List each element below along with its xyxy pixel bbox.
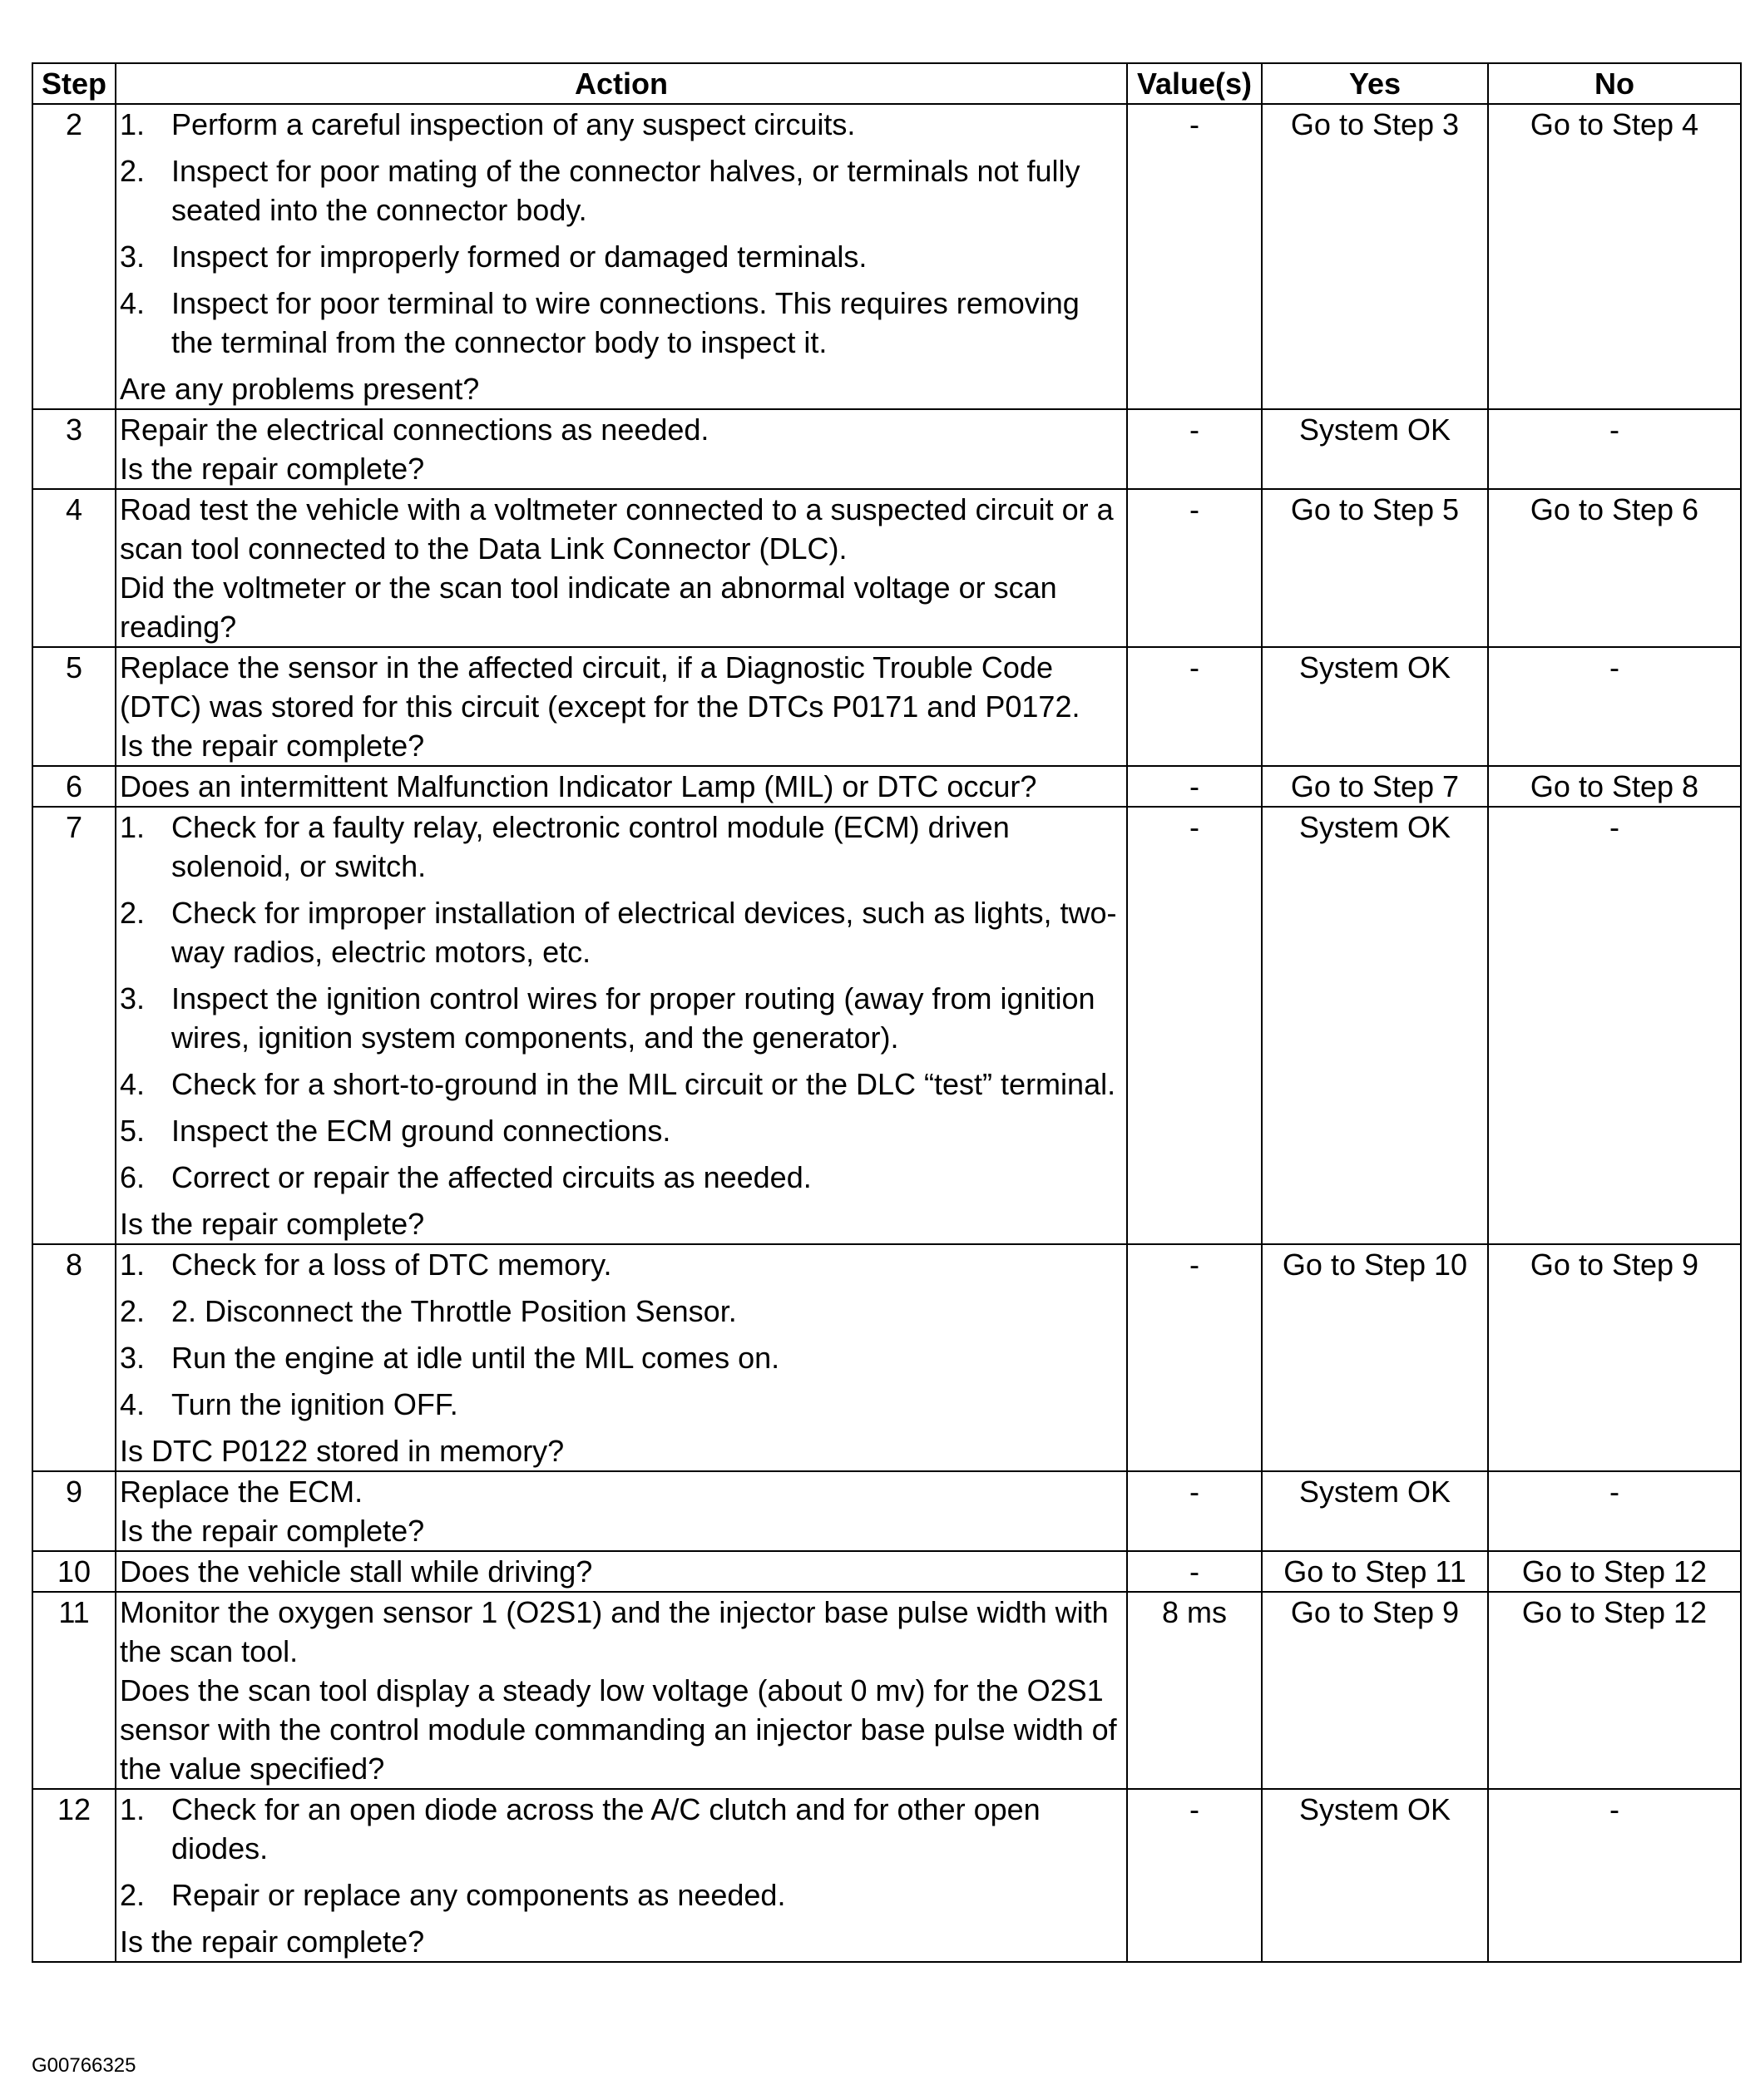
no-cell: Go to Step 4 bbox=[1488, 104, 1741, 409]
table-row bbox=[32, 766, 1741, 807]
action-step-text: Inspect the ignition control wires for proper routing (away from ignition wires, ignition system components, and the generator). bbox=[171, 981, 1095, 1055]
action-step-item bbox=[120, 893, 1123, 971]
yes-cell: System OK bbox=[1262, 1471, 1488, 1551]
step-number: 5 bbox=[32, 647, 116, 766]
action-step-text: Check for improper installation of electrical devices, such as lights, two-way radios, electric motors, etc. bbox=[171, 896, 1117, 969]
action-cell bbox=[116, 409, 1127, 489]
value-cell: 8 ms bbox=[1127, 1592, 1262, 1789]
action-step-text: Perform a careful inspection of any suspect circuits. bbox=[171, 107, 856, 141]
header-no: No bbox=[1488, 63, 1741, 104]
action-cell bbox=[116, 807, 1127, 1244]
action-cell bbox=[116, 1551, 1127, 1592]
step-number: 9 bbox=[32, 1471, 116, 1551]
table-row bbox=[32, 1592, 1741, 1789]
action-step-item bbox=[120, 1111, 1123, 1150]
yes-cell: Go to Step 9 bbox=[1262, 1592, 1488, 1789]
action-text: Did the voltmeter or the scan tool indicate an abnormal voltage or scan reading? bbox=[120, 571, 1057, 644]
yes-cell: System OK bbox=[1262, 807, 1488, 1244]
action-step-text: 2. Disconnect the Throttle Position Sensor. bbox=[171, 1294, 737, 1328]
value-cell: - bbox=[1127, 766, 1262, 807]
step-number: 3 bbox=[32, 409, 116, 489]
action-step-number: 1. bbox=[120, 1248, 146, 1282]
no-cell: Go to Step 8 bbox=[1488, 766, 1741, 807]
action-step-item bbox=[120, 1385, 1123, 1424]
action-step-text: Repair or replace any components as needed. bbox=[171, 1878, 786, 1912]
value-cell: - bbox=[1127, 104, 1262, 409]
action-step-number: 6. bbox=[120, 1160, 146, 1194]
action-step-item bbox=[120, 151, 1123, 230]
yes-cell: System OK bbox=[1262, 409, 1488, 489]
action-step-text: Inspect for poor terminal to wire connections. This requires removing the terminal from the connector body to inspect it. bbox=[171, 286, 1080, 359]
figure-id: G00766325 bbox=[32, 2054, 136, 2077]
no-cell: - bbox=[1488, 1471, 1741, 1551]
table-row bbox=[32, 1244, 1741, 1471]
action-step-text: Turn the ignition OFF. bbox=[171, 1387, 458, 1421]
action-text: Is DTC P0122 stored in memory? bbox=[120, 1434, 565, 1468]
action-step-number: 1. bbox=[120, 107, 146, 141]
value-cell: - bbox=[1127, 647, 1262, 766]
table-row bbox=[32, 1551, 1741, 1592]
action-step-item bbox=[120, 1065, 1123, 1104]
action-text: Does the vehicle stall while driving? bbox=[120, 1554, 593, 1589]
action-cell bbox=[116, 1471, 1127, 1551]
value-cell: - bbox=[1127, 1551, 1262, 1592]
table-row bbox=[32, 489, 1741, 647]
no-cell: - bbox=[1488, 647, 1741, 766]
yes-cell: Go to Step 10 bbox=[1262, 1244, 1488, 1471]
step-number: 10 bbox=[32, 1551, 116, 1592]
yes-cell: Go to Step 7 bbox=[1262, 766, 1488, 807]
step-number: 12 bbox=[32, 1789, 116, 1962]
table-row bbox=[32, 807, 1741, 1244]
action-step-number: 2. bbox=[120, 1294, 146, 1328]
action-step-number: 2. bbox=[120, 1878, 146, 1912]
action-step-number: 4. bbox=[120, 1067, 146, 1101]
action-cell bbox=[116, 104, 1127, 409]
action-step-text: Check for an open diode across the A/C clutch and for other open diodes. bbox=[171, 1792, 1041, 1865]
table-row bbox=[32, 1471, 1741, 1551]
step-number: 7 bbox=[32, 807, 116, 1244]
action-step-item bbox=[120, 1245, 1123, 1284]
step-number: 4 bbox=[32, 489, 116, 647]
action-step-text: Run the engine at idle until the MIL comes on. bbox=[171, 1341, 780, 1375]
action-text: Road test the vehicle with a voltmeter connected to a suspected circuit or a scan tool connected to the Data Link Connector (DLC). bbox=[120, 492, 1114, 566]
value-cell: - bbox=[1127, 807, 1262, 1244]
action-step-text: Check for a short-to-ground in the MIL circuit or the DLC “test” terminal. bbox=[171, 1067, 1116, 1101]
no-cell: Go to Step 6 bbox=[1488, 489, 1741, 647]
action-step-number: 4. bbox=[120, 1387, 146, 1421]
header-values: Value(s) bbox=[1127, 63, 1262, 104]
yes-cell: System OK bbox=[1262, 647, 1488, 766]
action-text: Is the repair complete? bbox=[120, 1207, 425, 1241]
value-cell: - bbox=[1127, 1789, 1262, 1962]
action-cell bbox=[116, 647, 1127, 766]
action-step-number: 3. bbox=[120, 240, 146, 274]
header-yes: Yes bbox=[1262, 63, 1488, 104]
action-step-number: 2. bbox=[120, 154, 146, 188]
table-row bbox=[32, 647, 1741, 766]
header-action: Action bbox=[116, 63, 1127, 104]
action-text: Does an intermittent Malfunction Indicator Lamp (MIL) or DTC occur? bbox=[120, 769, 1037, 803]
action-step-item bbox=[120, 284, 1123, 362]
value-cell: - bbox=[1127, 489, 1262, 647]
value-cell: - bbox=[1127, 409, 1262, 489]
action-text: Monitor the oxygen sensor 1 (O2S1) and the injector base pulse width with the scan tool. bbox=[120, 1595, 1109, 1668]
action-step-item bbox=[120, 1790, 1123, 1868]
action-step-text: Check for a faulty relay, electronic control module (ECM) driven solenoid, or switch. bbox=[171, 810, 1010, 883]
action-step-text: Inspect for poor mating of the connector halves, or terminals not fully seated into the connector body. bbox=[171, 154, 1080, 227]
no-cell: - bbox=[1488, 807, 1741, 1244]
no-cell: Go to Step 12 bbox=[1488, 1551, 1741, 1592]
step-number: 11 bbox=[32, 1592, 116, 1789]
action-step-item bbox=[120, 979, 1123, 1057]
action-step-item bbox=[120, 1338, 1123, 1377]
table-body bbox=[32, 104, 1741, 1962]
action-step-item bbox=[120, 1875, 1123, 1915]
step-number: 2 bbox=[32, 104, 116, 409]
table-row bbox=[32, 409, 1741, 489]
diagnostic-table bbox=[32, 62, 1742, 1963]
value-cell: - bbox=[1127, 1471, 1262, 1551]
action-cell bbox=[116, 1592, 1127, 1789]
action-text: Does the scan tool display a steady low voltage (about 0 mv) for the O2S1 sensor with the control module commanding an injector base pulse width of the value specified? bbox=[120, 1673, 1117, 1786]
action-step-item bbox=[120, 237, 1123, 276]
no-cell: - bbox=[1488, 409, 1741, 489]
no-cell: Go to Step 9 bbox=[1488, 1244, 1741, 1471]
action-step-number: 3. bbox=[120, 981, 146, 1015]
action-step-number: 2. bbox=[120, 896, 146, 930]
action-step-text: Inspect for improperly formed or damaged terminals. bbox=[171, 240, 868, 274]
action-step-text: Correct or repair the affected circuits as needed. bbox=[171, 1160, 812, 1194]
no-cell: Go to Step 12 bbox=[1488, 1592, 1741, 1789]
action-text: Are any problems present? bbox=[120, 372, 480, 406]
action-step-text: Check for a loss of DTC memory. bbox=[171, 1248, 612, 1282]
header-step: Step bbox=[32, 63, 116, 104]
action-text: Is the repair complete? bbox=[120, 729, 425, 763]
action-text: Repair the electrical connections as needed. bbox=[120, 413, 709, 447]
table-header-row bbox=[32, 63, 1741, 104]
action-cell bbox=[116, 1789, 1127, 1962]
action-step-number: 1. bbox=[120, 1792, 146, 1826]
action-cell bbox=[116, 766, 1127, 807]
action-text: Is the repair complete? bbox=[120, 1514, 425, 1548]
action-step-item bbox=[120, 808, 1123, 886]
action-step-item bbox=[120, 105, 1123, 144]
action-step-number: 1. bbox=[120, 810, 146, 844]
action-step-text: Inspect the ECM ground connections. bbox=[171, 1114, 671, 1148]
action-text: Replace the sensor in the affected circuit, if a Diagnostic Trouble Code (DTC) was stored for this circuit (except for the DTCs P0171 and P0172. bbox=[120, 650, 1080, 724]
action-step-number: 5. bbox=[120, 1114, 146, 1148]
action-step-item bbox=[120, 1292, 1123, 1331]
action-cell bbox=[116, 1244, 1127, 1471]
value-cell: - bbox=[1127, 1244, 1262, 1471]
yes-cell: Go to Step 3 bbox=[1262, 104, 1488, 409]
action-step-number: 3. bbox=[120, 1341, 146, 1375]
table-row bbox=[32, 104, 1741, 409]
action-text: Replace the ECM. bbox=[120, 1475, 363, 1509]
action-step-item bbox=[120, 1158, 1123, 1197]
no-cell: - bbox=[1488, 1789, 1741, 1962]
action-step-number: 4. bbox=[120, 286, 146, 320]
yes-cell: Go to Step 5 bbox=[1262, 489, 1488, 647]
action-text: Is the repair complete? bbox=[120, 452, 425, 486]
step-number: 6 bbox=[32, 766, 116, 807]
action-text: Is the repair complete? bbox=[120, 1925, 425, 1959]
step-number: 8 bbox=[32, 1244, 116, 1471]
table-row bbox=[32, 1789, 1741, 1962]
yes-cell: Go to Step 11 bbox=[1262, 1551, 1488, 1592]
action-cell bbox=[116, 489, 1127, 647]
yes-cell: System OK bbox=[1262, 1789, 1488, 1962]
